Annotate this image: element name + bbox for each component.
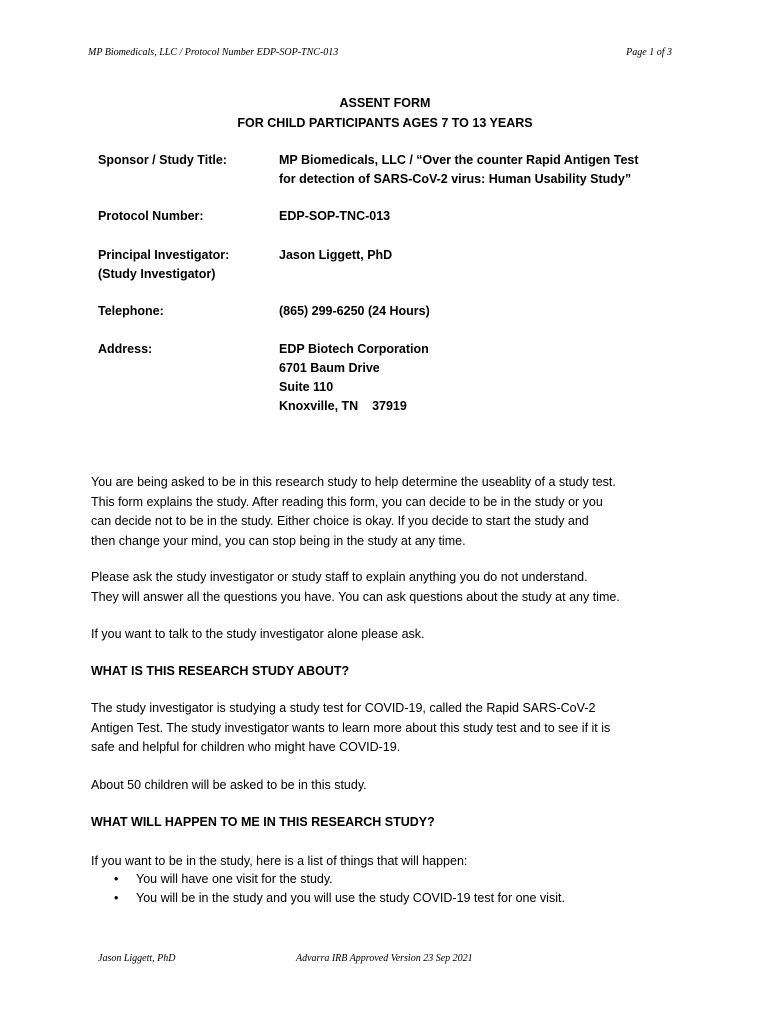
form-subtitle: FOR CHILD PARTICIPANTS AGES 7 TO 13 YEARS (237, 116, 533, 130)
pi-label-line: (Study Investigator) (98, 267, 216, 281)
form-title: ASSENT FORM (339, 96, 431, 110)
paragraph-line: can decide not to be in the study. Either choice is okay. If you decide to start the study and (91, 514, 589, 528)
address-line: Suite 110 (279, 380, 334, 394)
address-line: Knoxville, TN 37919 (279, 399, 407, 413)
questions-paragraph (91, 568, 620, 607)
header-left: MP Biomedicals, LLC / Protocol Number EDP-SOP-TNC-013 (88, 47, 339, 58)
talk-alone-paragraph: If you want to talk to the study investigator alone please ask. (91, 627, 425, 641)
section-heading-about: WHAT IS THIS RESEARCH STUDY ABOUT? (91, 664, 350, 678)
bullet-icon: • (114, 872, 119, 886)
list-item (114, 891, 565, 905)
telephone-value: (865) 299-6250 (24 Hours) (279, 304, 430, 318)
paragraph-line: Please ask the study investigator or study staff to explain anything you do not understand. (91, 570, 588, 584)
list-item-text: You will have one visit for the study. (136, 872, 333, 886)
about-paragraph (91, 699, 610, 758)
section-heading-what-happens: WHAT WILL HAPPEN TO ME IN THIS RESEARCH STUDY? (91, 815, 435, 829)
bullet-icon: • (114, 891, 119, 905)
paragraph-line: You are being asked to be in this research study to help determine the useablity of a study test. (91, 475, 616, 489)
paragraph-line: then change your mind, you can stop being in the study at any time. (91, 533, 466, 548)
address-line: EDP Biotech Corporation (279, 342, 429, 356)
paragraph-line: safe and helpful for children who might have COVID-19. (91, 740, 401, 754)
protocol-label: Protocol Number: (98, 209, 204, 223)
sponsor-value-line: for detection of SARS-CoV-2 virus: Human Usability Study” (279, 172, 632, 186)
sponsor-value-line: MP Biomedicals, LLC / “Over the counter Rapid Antigen Test (279, 153, 639, 167)
sponsor-label: Sponsor / Study Title: (98, 153, 227, 167)
list-item-text: You will be in the study and you will use the study COVID-19 test for one visit. (136, 891, 565, 905)
list-item (114, 872, 333, 886)
paragraph-line: This form explains the study. After reading this form, you can decide to be in the study or you (91, 494, 603, 509)
sponsor-value (279, 151, 639, 189)
pi-label-line: Principal Investigator: (98, 248, 230, 262)
address-value (279, 340, 429, 416)
intro-paragraph (91, 473, 616, 551)
pi-label (98, 246, 229, 284)
header-page-number: Page 1 of 3 (626, 47, 672, 58)
address-line: 6701 Baum Drive (279, 361, 380, 375)
footer-investigator: Jason Liggett, PhD (98, 953, 176, 964)
paragraph-line: They will answer all the questions you have. You can ask questions about the study at any time. (91, 589, 620, 604)
address-label: Address: (98, 342, 153, 356)
pi-value: Jason Liggett, PhD (279, 248, 393, 262)
list-intro-paragraph: If you want to be in the study, here is a list of things that will happen: (91, 854, 468, 868)
protocol-value: EDP-SOP-TNC-013 (279, 209, 391, 223)
footer-approval: Advarra IRB Approved Version 23 Sep 2021 (296, 953, 473, 964)
paragraph-line: The study investigator is studying a study test for COVID-19, called the Rapid SARS-CoV-2 (91, 701, 596, 715)
paragraph-line: Antigen Test. The study investigator wants to learn more about this study test and to see if it is (91, 720, 611, 735)
telephone-label: Telephone: (98, 304, 164, 318)
participants-paragraph: About 50 children will be asked to be in this study. (91, 778, 367, 792)
